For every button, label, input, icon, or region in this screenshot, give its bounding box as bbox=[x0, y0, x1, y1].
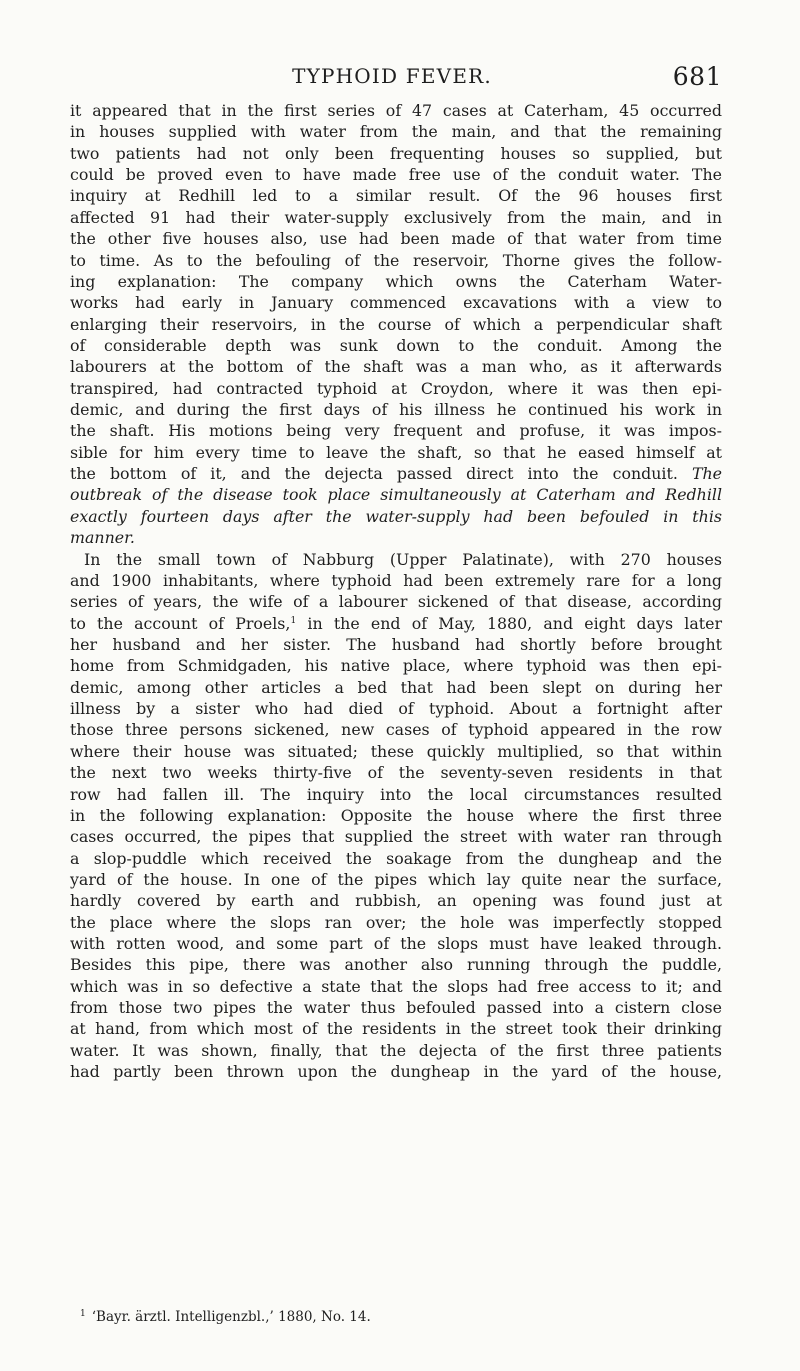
text-line: at hand, from which most of the residents in the street took their drinking bbox=[70, 1019, 722, 1039]
text-line: Besides this pipe, there was another also running through the puddle, bbox=[70, 955, 722, 975]
text-line: illness by a sister who had died of typhoid. About a fortnight after bbox=[70, 699, 722, 719]
text-line: sible for him every time to leave the shaft, so that he eased himself at bbox=[70, 442, 722, 462]
text-line: inquiry at Redhill led to a similar result. Of the 96 houses first bbox=[70, 186, 722, 206]
text-line: had partly been thrown upon the dungheap in the yard of the house, bbox=[70, 1062, 722, 1082]
text-line: could be proved even to have made free use of the conduit water. The bbox=[70, 165, 722, 185]
text-line: in the following explanation: Opposite the house where the first three bbox=[70, 805, 722, 825]
text-run: to the account of Proels, bbox=[70, 613, 291, 633]
italic-line: outbreak of the disease took place simultaneously at Caterham and Redhill bbox=[70, 485, 722, 505]
text-line: which was in so defective a state that the slops had free access to it; and bbox=[70, 976, 722, 996]
body-text bbox=[70, 100, 722, 1083]
text-line: row had fallen ill. The inquiry into the local circumstances resulted bbox=[70, 784, 722, 804]
running-head bbox=[62, 62, 722, 92]
text-line: hardly covered by earth and rubbish, an opening was found just at bbox=[70, 891, 722, 911]
text-line: in houses supplied with water from the main, and that the remaining bbox=[70, 122, 722, 142]
text-line: the place where the slops ran over; the hole was imperfectly stopped bbox=[70, 912, 722, 932]
running-title: TYPHOID FEVER. bbox=[292, 64, 492, 88]
footnote-ref: 1 bbox=[290, 615, 297, 626]
text-line: water. It was shown, finally, that the dejecta of the first three patients bbox=[70, 1040, 722, 1060]
text-line: the other five houses also, use had been made of that water from time bbox=[70, 229, 722, 249]
text-line: enlarging their reservoirs, in the course of which a perpendicular shaft bbox=[70, 314, 722, 334]
page-number: 681 bbox=[672, 62, 722, 91]
text-line: and 1900 inhabitants, where typhoid had been extremely rare for a long bbox=[70, 570, 722, 590]
text-line: yard of the house. In one of the pipes which lay quite near the surface, bbox=[70, 869, 722, 889]
text-line-with-footnote-ref bbox=[70, 613, 722, 634]
text-line: home from Schmidgaden, his native place, where typhoid was then epi- bbox=[70, 656, 722, 676]
italic-run: The bbox=[691, 464, 722, 484]
text-line: works had early in January commenced excavations with a view to bbox=[70, 293, 722, 313]
italic-line: exactly fourteen days after the water-supply had been befouled in this bbox=[70, 506, 722, 526]
text-line: a slop-puddle which received the soakage from the dungheap and the bbox=[70, 848, 722, 868]
footnote-text: ‘Bayr. ärztl. Intelligenzbl.,’ 1880, No. 14. bbox=[91, 1309, 371, 1325]
text-line: series of years, the wife of a labourer sickened of that disease, according bbox=[70, 592, 722, 612]
text-line: two patients had not only been frequenting houses so supplied, but bbox=[70, 143, 722, 163]
text-line: the next two weeks thirty-five of the seventy-seven residents in that bbox=[70, 763, 722, 783]
text-line: the shaft. His motions being very frequent and profuse, it was impos- bbox=[70, 421, 722, 441]
text-line: transpired, had contracted typhoid at Croydon, where it was then epi- bbox=[70, 378, 722, 398]
footnote bbox=[80, 1305, 720, 1326]
text-line: to time. As to the befouling of the reservoir, Thorne gives the follow- bbox=[70, 250, 722, 270]
text-run: the bottom of it, and the dejecta passed direct into the conduit. bbox=[70, 464, 678, 484]
text-line: it appeared that in the first series of 47 cases at Caterham, 45 occurred bbox=[70, 101, 722, 120]
text-line: labourers at the bottom of the shaft was a man who, as it afterwards bbox=[70, 357, 722, 377]
text-line: demic, and during the first days of his illness he continued his work in bbox=[70, 400, 722, 420]
text-line: affected 91 had their water-supply exclusively from the main, and in bbox=[70, 207, 722, 227]
text-line: with rotten wood, and some part of the slops must have leaked through. bbox=[70, 934, 722, 954]
paragraph-start-line: In the small town of Nabburg (Upper Palatinate), with 270 houses bbox=[84, 549, 722, 569]
text-line: of considerable depth was sunk down to the conduit. Among the bbox=[70, 335, 722, 355]
text-line-mixed bbox=[70, 463, 722, 484]
text-line: demic, among other articles a bed that had been slept on during her bbox=[70, 677, 722, 697]
italic-line: manner. bbox=[70, 528, 135, 548]
text-run: in the end of May, 1880, and eight days later bbox=[307, 613, 723, 633]
text-line: from those two pipes the water thus befouled passed into a cistern close bbox=[70, 998, 722, 1018]
text-line: cases occurred, the pipes that supplied the street with water ran through bbox=[70, 827, 722, 847]
text-line: her husband and her sister. The husband had shortly before brought bbox=[70, 634, 722, 654]
text-line: ing explanation: The company which owns the Caterham Water- bbox=[70, 271, 722, 291]
text-line: those three persons sickened, new cases of typhoid appeared in the row bbox=[70, 720, 722, 740]
text-line: where their house was situated; these quickly multiplied, so that within bbox=[70, 741, 722, 761]
footnote-mark: 1 bbox=[80, 1309, 86, 1319]
